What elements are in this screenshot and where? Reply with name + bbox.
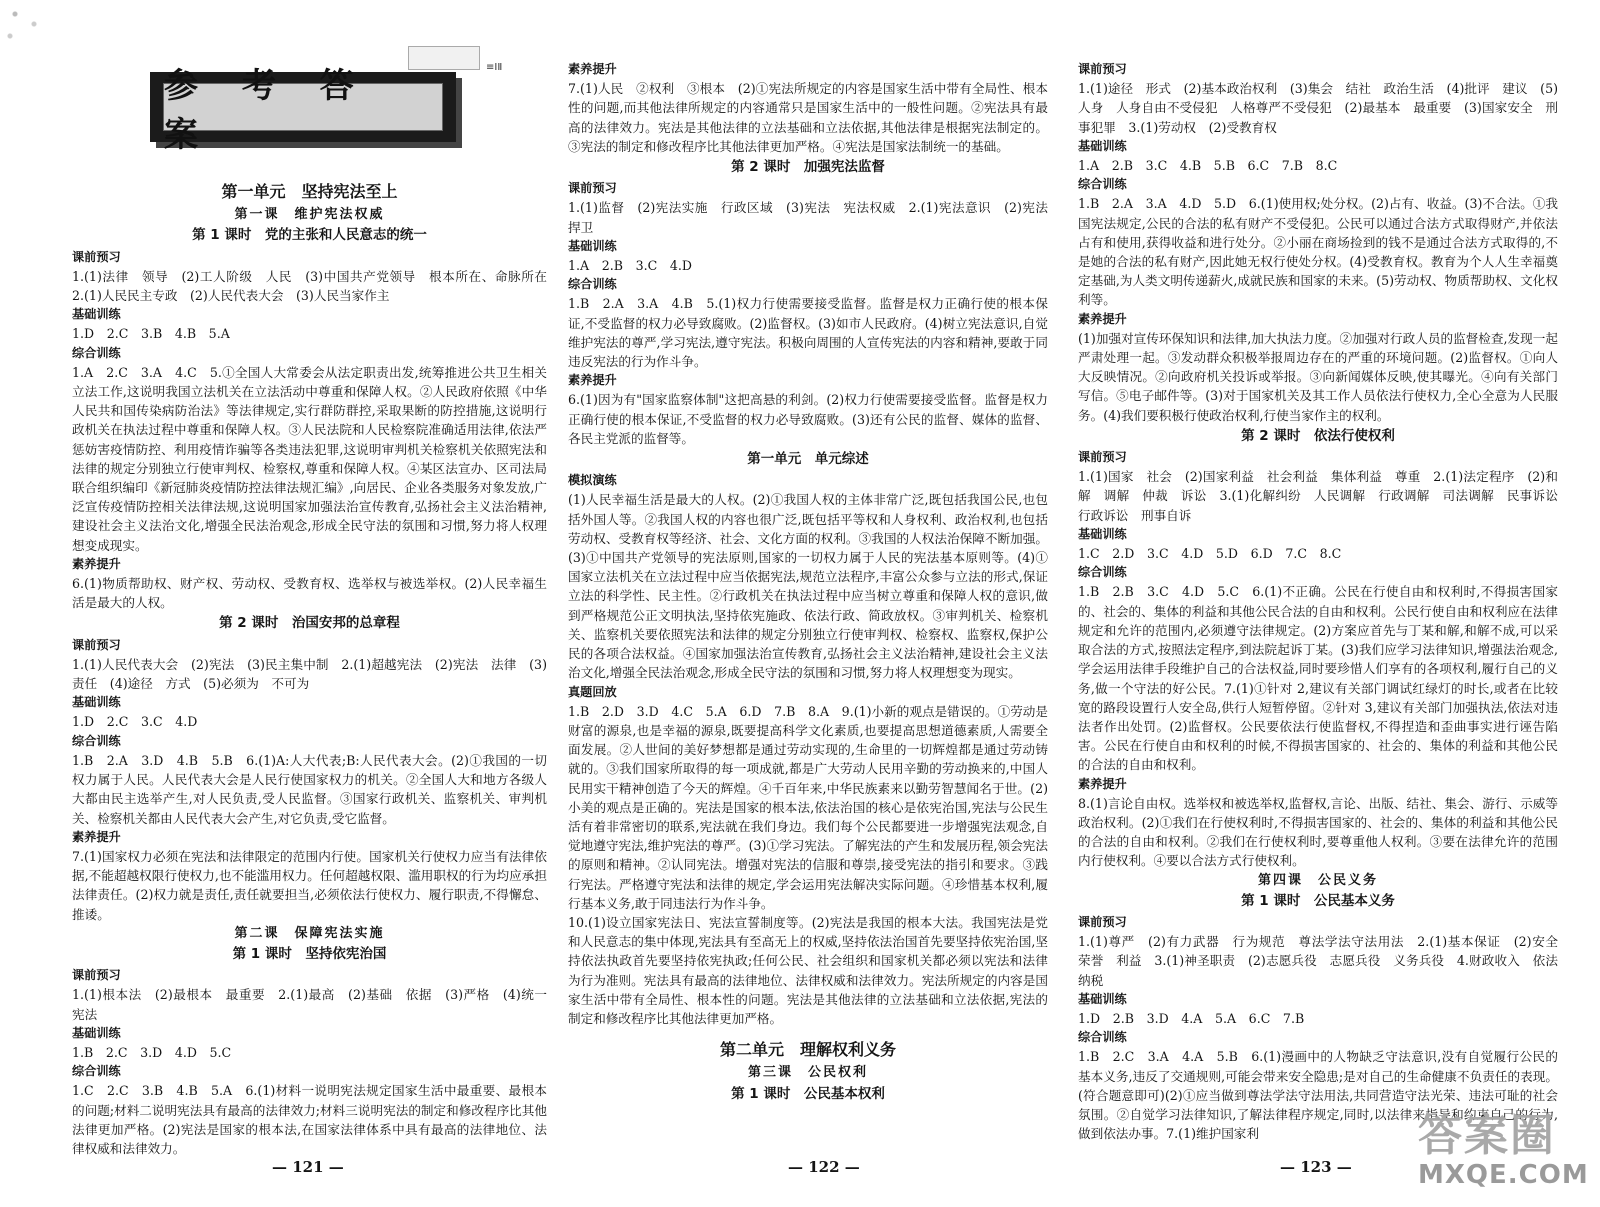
answer-paragraph: 1.(1)人民代表大会 (2)宪法 (3)民主集中制 2.(1)超越宪法 (2)宪法 法律 (3)责任 (4)途径 方式 (5)必须为 不可为: [72, 656, 547, 692]
section-label: 课前预习: [72, 249, 121, 264]
period-heading: 第一单元 单元综述: [747, 451, 869, 468]
scan-corner-decoration: [0, 0, 52, 48]
section-label: 基础训练: [72, 307, 121, 322]
answer-paragraph: 6.(1)因为有"国家监察体制"这把高悬的利剑。(2)权力行使需要接受监督。监督是权力正确行使的根本保证,不受监督的权力必导致腐败。(3)还有公民的监督、媒体的监督、各民主党派的监督等。: [568, 392, 1048, 446]
period-heading: 第 2 课时 加强宪法监督: [731, 159, 885, 176]
section-label: 综合训练: [568, 277, 617, 292]
period-heading: 第 1 课时 党的主张和人民意志的统一: [192, 227, 427, 244]
section-label: 基础训练: [1078, 138, 1127, 153]
answer-paragraph: 1.A 2.C 3.A 4.C 5.①全国人大常委会从法定职责出发,统筹推进公共卫生相关立法工作,这说明我国立法机关在立法活动中尊重和保障人权。②人民政府依照《中华人民共和国传染病防治法》等法律规定,实行群防群控,采取果断的防控措施,这说明行政机关在执法过程中尊重和保障人权。③人民法院和人民检察院准确适用法律,依法严惩妨害疫情防控、利用疫情诈骗等各类违法犯罪,这说明审判机关检察机关依照宪法和法律的规定分别独立行使审判权、检察权,尊重和保障人权。④某区法宣办、区司法局联合组织编印《新冠肺炎疫情防控法律法规汇编》,向居民、企业各类服务对象发放,广泛宣传疫情防控相关法律法规,这说明国家加强法治宣传教育,弘扬社会主义法治精神,建设社会主义法治文化,增强全民法治观念,形成全民守法的氛围和习惯,努力将人权理想变成现实。: [72, 364, 547, 553]
section-label: 综合训练: [72, 345, 121, 360]
header-marks: ≡ⅠⅡ: [486, 62, 503, 73]
answer-paragraph: 1.B 2.B 3.C 4.D 5.C 6.(1)不正确。公民在行使自由和权利时,不得损害国家的、社会的、集体的利益和其他公民合法的自由和权利。公民行使自由和权利应在法律规定和允许的范围内,必须遵守法律规定。(2)方案应首先与丁某和解,和解不成,可以采取合法的方式,按照法定程序,到法院起诉丁某。(3)我们应学习法律知识,增强法治观念,学会运用法律手段维护自己的合法权益,同时要珍惜人们享有的各项权利,履行自己的义务,做一个守法的好公民。7.(1)①针对 2,建议有关部门调试红绿灯的时长,或者在比较宽的路段设置行人安全岛,供行人短暂停留。②针对 3,建议有关部门加强执法,依法对违法者作出处罚。(2)监督权。公民要依法行使监督权,不得捏造和歪曲事实进行诬告陷害。公民在行使自由和权利的时候,不得损害国家的、社会的、集体的利益和其他公民的合法的自由和权利。: [1078, 584, 1558, 773]
section-label: 素养提升: [568, 62, 617, 76]
page-number-121: — 121 —: [272, 1158, 344, 1176]
unit-heading: 第二单元 理解权利义务: [719, 1040, 896, 1060]
section-label: 素养提升: [72, 556, 121, 571]
column-right: [1078, 60, 1571, 1143]
section-label: 基础训练: [72, 695, 121, 710]
answer-paragraph: 1.(1)根本法 (2)最根本 最重要 2.(1)最高 (2)基础 依据 (3)严格 (4)统一 宪法: [72, 987, 560, 1022]
section-label: 素养提升: [1078, 311, 1127, 326]
section-label: 基础训练: [1078, 526, 1127, 541]
answer-paragraph: 8.(1)言论自由权。选举权和被选举权,监督权,言论、出版、结社、集会、游行、示威等政治权利。(2)①我们在行使权利时,不得损害国家的、社会的、集体的利益和其他公民的合法的自由和权利。②我们在行使权利时,要尊重他人权利。③要在法律允许的范围内行使权利。④要以合法方式行使权利。: [1078, 795, 1558, 869]
section-label: 综合训练: [72, 733, 121, 748]
answer-paragraph: 1.A 2.B 3.C 4.B 5.B 6.C 7.B 8.C: [1078, 158, 1338, 174]
section-label: 素养提升: [72, 829, 121, 844]
answer-paragraph: 7.(1)国家权力必须在宪法和法律限定的范围内行使。国家机关行使权力应当有法律依据,不能超越权限行使权力,也不能滥用权力。任何超越权限、滥用职权的行为均应承担法律责任。(2)权力就是责任,责任就要担当,必须依法行使权力、履行职责,不得懈怠、推诿。: [72, 848, 547, 922]
lesson-heading: 第二课 保障宪法实施: [234, 925, 385, 941]
section-label: 课前预习: [568, 181, 617, 196]
answer-paragraph: 1.D 2.B 3.D 4.A 5.A 6.C 7.B: [1078, 1010, 1305, 1026]
answer-paragraph: 1.B 2.A 3.A 4.B 5.(1)权力行使需要接受监督。监督是权力正确行使的根本保证,不受监督的权力必导致腐败。(2)监督权。(3)如市人民政府。(4)树立宪法意识,自觉维护宪法的尊严,学习宪法,遵守宪法。积极向周围的人宣传宪法的内容和精神,要敢于同违反宪法的行为作斗争。: [568, 296, 1048, 370]
column-middle: [568, 60, 1061, 1106]
section-label: 综合训练: [1078, 565, 1127, 580]
answer-paragraph: 1.C 2.C 3.B 4.B 5.A 6.(1)材料一说明宪法规定国家生活中最重要、最根本的问题;材料二说明宪法具有最高的法律效力;材料三说明宪法的制定和修改程序比其他法律更加严格。(2)宪法是国家的根本法,在国家法律体系中具有最高的法律地位、法律权威和法律效力。: [72, 1083, 547, 1156]
section-label: 课前预习: [1078, 914, 1127, 929]
period-heading: 第 1 课时 公民基本权利: [731, 1085, 885, 1102]
section-label: 模拟演练: [568, 473, 617, 488]
section-label: 课前预习: [72, 637, 121, 652]
page-number-122: — 122 —: [788, 1158, 860, 1176]
section-label: 课前预习: [1078, 62, 1127, 76]
unit-heading: 第一单元 坚持宪法至上: [221, 182, 398, 201]
answer-paragraph: 1.D 2.C 3.B 4.B 5.A: [72, 326, 230, 342]
answer-paragraph: (1)人民幸福生活是最大的人权。(2)①我国人权的主体非常广泛,既包括我国公民,也包括外国人等。②我国人权的内容也很广泛,既包括平等权和人身权利、政治权利,也包括劳动权、受教育权等经济、社会、文化方面的权利。③我国的人权法治保障不断加强。(3)①中国共产党领导的宪法原则,国家的一切权力属于人民的宪法基本原则等。(4)①国家立法机关在立法过程中应当依据宪法,规范立法程序,丰富公众参与立法的形式,保证立法的科学性、民主性。②行政机关在执法过程中应当树立尊重和保障人权的意识,做到严格规范公正文明执法,坚持依宪施政、依法行政、简政放权。③审判机关、检察机关、监察机关要依照宪法和法律的规定分别独立行使审判权、检察权、监察权,保护公民的各项合法权益。④国家加强法治宣传教育,弘扬社会主义法治精神,建设社会主义法治文化,增强全民法治观念,形成全民守法的氛围和习惯,努力将人权理想变为现实。: [568, 492, 1048, 681]
section-label: 综合训练: [1078, 177, 1127, 192]
answer-paragraph: 1.B 2.A 3.D 4.B 5.B 6.(1)A:人大代表;B:人民代表大会。(2)①我国的一切权力属于人民。人民代表大会是人民行使国家权力的机关。②全国人大和地方各级人大都由民主选举产生,对人民负责,受人民监督。③国家行政机关、监察机关、审判机关、检察机关都由人民代表大会产生,对它负责,受它监督。: [72, 752, 547, 826]
answer-paragraph: 7.(1)人民 ②权利 ③根本 (2)①宪法所规定的内容是国家生活中带有全局性、根本性的问题,而其他法律所规定的内容通常只是国家生活中的一般性问题。②宪法具有最高的法律效力。宪法是其他法律的立法基础和立法依据,其他法律是根据宪法制定的。③宪法的制定和修改程序比其他法律更加严格。④宪法是国家法制统一的基础。: [568, 81, 1048, 154]
lesson-heading: 第一课 维护宪法权威: [234, 207, 385, 223]
section-label: 基础训练: [1078, 991, 1127, 1006]
answer-paragraph: 1.D 2.C 3.C 4.D: [72, 714, 198, 730]
answer-paragraph: 1.B 2.A 3.A 4.D 5.D 6.(1)使用权;处分权。(2)占有、收益。(3)不合法。①我国宪法规定,公民的合法的私有财产不受侵犯。公民可以通过合法方式取得财产,并依法占有和使用,获得收益和进行处分。②小丽在商场捡到的钱不是通过合法方式取得的,不是她的合法的私有财产,因此她无权行使处分权。(4)受教育权。教育为个人人生幸福奠定基础,为人类文明传递薪火,成就民族和国家的未来。(5)劳动权、物质帮助权、文化权利等。: [1078, 196, 1558, 308]
answer-paragraph: 1.B 2.D 3.D 4.C 5.A 6.D 7.B 8.A 9.(1)小新的观点是错误的。①劳动是财富的源泉,也是幸福的源泉,既要提高科学文化素质,也要提高思想道德素质,人需要全面发展。②人世间的美好梦想都是通过劳动实现的,生命里的一切辉煌都是通过劳动铸就的。③我们国家所取得的每一项成就,都是广大劳动人民用辛勤的劳动换来的,中国人民用实干精神创造了今天的辉煌。④千百年来,中华民族素来以勤劳智慧闻名于世。(2)小美的观点是正确的。宪法是国家的根本法,依法治国的核心是依宪治国,宪法与公民生活有着非常密切的联系,宪法就在我们身边。我们每个公民都要进一步增强宪法观念,自觉地遵守宪法,维护宪法的尊严。(3)①学习宪法。了解宪法的产生和发展历程,领会宪法的原则和精神。②认同宪法。增强对宪法的信服和尊崇,接受宪法的指引和要求。③践行宪法。严格遵守宪法和法律的规定,学会运用宪法解决实际问题。④珍惜基本权利,履行基本义务,敢于同违法行为作斗争。: [568, 703, 1048, 911]
section-label: 基础训练: [568, 238, 617, 253]
answer-paragraph: 1.A 2.B 3.C 4.D: [568, 258, 692, 274]
section-label: 综合训练: [72, 1064, 121, 1079]
answer-paragraph: 1.(1)尊严 (2)有力武器 行为规范 尊法学法守法用法 2.(1)基本保证 (2)安全 荣誉 利益 3.(1)神圣职责 (2)志愿兵役 志愿兵役 义务兵役 4.财政收入 依法纳税: [1078, 934, 1571, 988]
period-heading: 第 2 课时 治国安邦的总章程: [219, 615, 400, 632]
section-label: 综合训练: [1078, 1030, 1127, 1045]
section-label: 基础训练: [72, 1025, 121, 1040]
section-label: 课前预习: [1078, 450, 1127, 465]
section-label: 真题回放: [568, 684, 617, 699]
answer-paragraph: 6.(1)物质帮助权、财产权、劳动权、受教育权、选举权与被选举权。(2)人民幸福生活是最大的人权。: [72, 576, 547, 611]
answer-paragraph: (1)加强对宣传环保知识和法律,加大执法力度。②加强对行政人员的监督检查,发现一起严肃处理一起。③发动群众积极举报周边存在的严重的环境问题。(2)监督权。①向人大反映情况。②向政府机关投诉或举报。③向新闻媒体反映,使其曝光。④向有关部门写信。⑤电子邮件等。(3)对于国家机关及其工作人员依法行使权力,全心全意为人民服务。(4)我们要积极行使政治权利,行使当家作主的权利。: [1078, 330, 1558, 423]
answer-paragraph: 1.B 2.C 3.D 4.D 5.C: [72, 1044, 232, 1060]
answer-paragraph: 10.(1)设立国家宪法日、宪法宣誓制度等。(2)宪法是我国的根本大法。我国宪法是党和人民意志的集中体现,宪法具有至高无上的权威,坚持依法治国首先要坚持依宪治国,坚持依法执政首先要坚持依宪执政;任何公民、社会组织和国家机关都必须以宪法和法律为行为准则。宪法具有最高的法律地位、法律权威和法律效力。宪法所规定的内容是国家生活中带有全局性、根本性的问题。宪法是其他法律的立法基础和立法依据,宪法的制定和修改程序比其他法律更加严格。: [568, 914, 1048, 1026]
lesson-heading: 第四课 公民义务: [1257, 872, 1378, 888]
page-number-123: — 123 —: [1280, 1158, 1352, 1176]
answer-paragraph: 1.(1)法律 领导 (2)工人阶级 人民 (3)中国共产党领导 根本所在、命脉所在 2.(1)人民民主专政 (2)人民代表大会 (3)人民当家作主: [72, 268, 560, 304]
period-heading: 第 1 课时 坚持依宪治国: [232, 945, 387, 962]
watermark-main: 答案圈: [1418, 1110, 1556, 1161]
column-left: [72, 170, 560, 1158]
watermark-sub: MXQE.COM: [1418, 1160, 1589, 1190]
answer-paragraph: 1.C 2.D 3.C 4.D 5.D 6.D 7.C 8.C: [1078, 546, 1342, 562]
section-label: 素养提升: [1078, 776, 1127, 791]
period-heading: 第 2 课时 依法行使权利: [1241, 427, 1395, 444]
title-banner: [150, 66, 456, 155]
watermark-logo: [1418, 1112, 1590, 1202]
answer-paragraph: 1.(1)监督 (2)宪法实施 行政区域 (3)宪法 宪法权威 2.(1)宪法意识 (2)宪法 捍卫: [568, 200, 1061, 235]
answer-paragraph: 1.B 2.C 3.A 4.A 5.B 6.(1)漫画中的人物缺乏守法意识,没有自觉履行公民的基本义务,违反了交通规则,可能会带来安全隐患;是对自己的生命健康不负责任的表现。(符合题意即可)(2)①应当做到尊法学法守法用法,共同营造守法光荣、违法可耻的社会氛围。②自觉学习法律知识,了解法律程序规定,同时,以法律来指导和约束自己的行为,做到依法办事。7.(1)维护国家利: [1078, 1049, 1558, 1142]
answer-paragraph: 1.(1)途径 形式 (2)基本政治权利 (3)集会 结社 政治生活 (4)批评 建议 (5)人身 人身自由不受侵犯 人格尊严不受侵犯 (2)最基本 最重要 (3)国家安全 刑事犯罪 3.(1)劳动权 (2)受教育权: [1078, 81, 1558, 135]
section-label: 素养提升: [568, 373, 617, 388]
page-title: 参 考 答 案: [163, 83, 443, 131]
section-label: 课前预习: [72, 968, 121, 983]
period-heading: 第 1 课时 公民基本义务: [1241, 892, 1395, 909]
answer-paragraph: 1.(1)国家 社会 (2)国家利益 社会利益 集体利益 尊重 2.(1)法定程序 (2)和解 调解 仲裁 诉讼 3.(1)化解纠纷 人民调解 行政调解 司法调解 民事诉讼 行政诉讼 刑事自诉: [1078, 469, 1571, 523]
lesson-heading: 第三课 公民权利: [747, 1065, 868, 1081]
